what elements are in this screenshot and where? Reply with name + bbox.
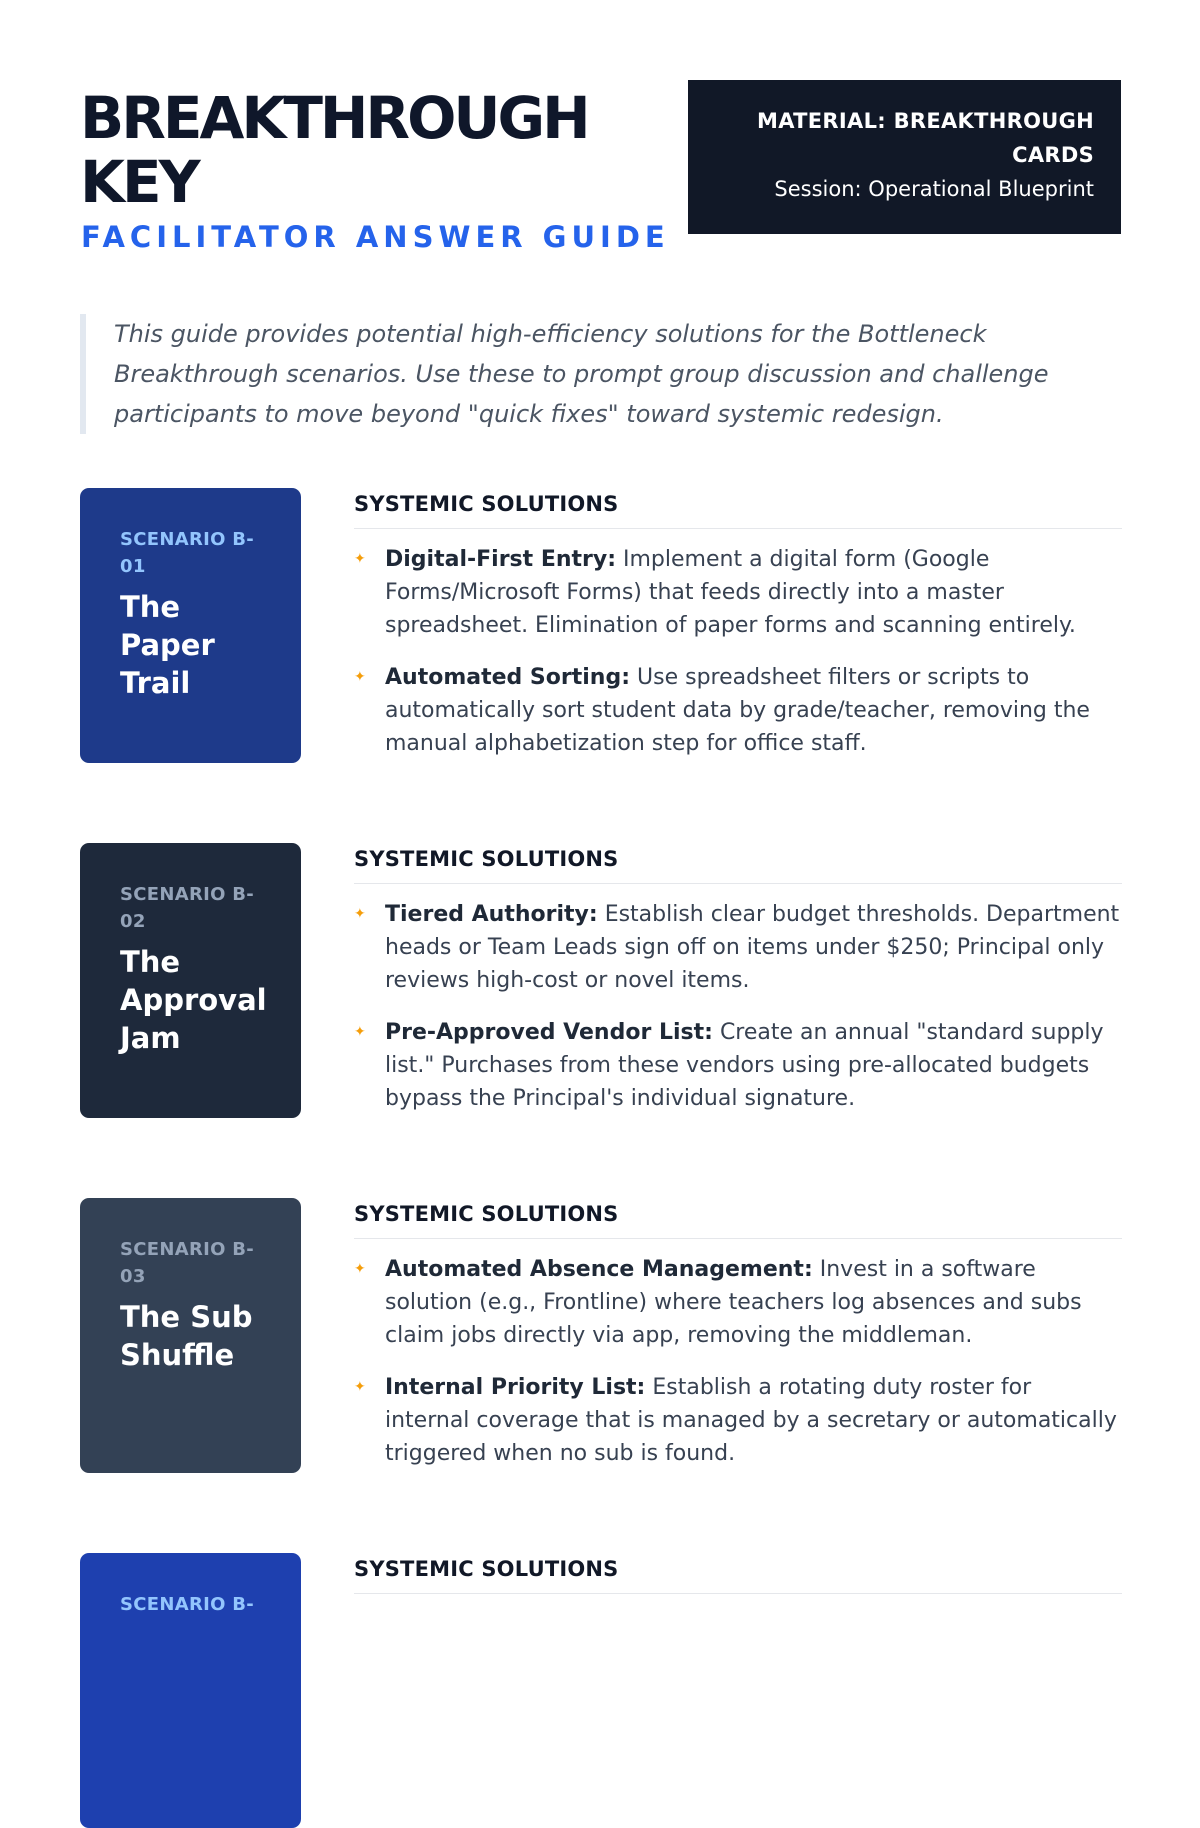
solution-item — [354, 661, 1122, 760]
solution-term: Digital-First Entry: — [385, 547, 617, 572]
scenario-label: SCENARIO B-01 — [120, 529, 255, 577]
diamond-bullet-icon: ✦ — [354, 669, 366, 685]
diamond-bullet-icon: ✦ — [354, 551, 366, 567]
solutions-header: SYSTEMIC SOLUTIONS — [354, 488, 1122, 529]
solution-text: Implement a digital form (Google Forms/Microsoft Forms) that feeds directly into a master spreadsheet. Elimination of paper forms and scanning entirely. — [385, 547, 1076, 638]
scenario-card — [80, 843, 301, 1118]
solutions-panel — [354, 1553, 1122, 1594]
solution-text: Invest in a software solution (e.g., Frontline) where teachers log absences and subs claim jobs directly via app, removing the middleman. — [385, 1257, 1082, 1348]
solution-term: Automated Sorting: — [385, 665, 631, 690]
page-subtitle: FACILITATOR ANSWER GUIDE — [81, 220, 670, 254]
scenario-title: The Approval Jam — [120, 945, 267, 1055]
solutions-list — [354, 1253, 1122, 1470]
solution-item — [354, 1016, 1122, 1115]
session-label: Session: Operational Blueprint — [774, 177, 1094, 201]
diamond-bullet-icon: ✦ — [354, 1379, 366, 1395]
solution-item — [354, 543, 1122, 642]
diamond-bullet-icon: ✦ — [354, 906, 366, 922]
solutions-list — [354, 543, 1122, 760]
solutions-header: SYSTEMIC SOLUTIONS — [354, 843, 1122, 884]
intro-blockquote: This guide provides potential high-efficiency solutions for the Bottleneck Breakthrough scenarios. Use these to prompt group discussion and challenge participants to move beyond "quick fixes" toward systemic redesign. — [80, 314, 1125, 434]
solutions-header: SYSTEMIC SOLUTIONS — [354, 1553, 1122, 1594]
solution-text: Establish a rotating duty roster for internal coverage that is managed by a secretary or automatically triggered when no sub is found. — [385, 1375, 1117, 1466]
solution-term: Automated Absence Management: — [385, 1257, 813, 1282]
material-label: MATERIAL: BREAKTHROUGH CARDS — [757, 109, 1094, 167]
solution-term: Pre-Approved Vendor List: — [385, 1020, 713, 1045]
solution-text: Create an annual "standard supply list." Purchases from these vendors using pre-allocated budgets bypass the Principal's individual signature. — [385, 1020, 1104, 1111]
title-line-1: BREAKTHROUGH — [80, 84, 588, 152]
solutions-panel — [354, 1198, 1122, 1489]
scenario-card — [80, 488, 301, 763]
page-title — [80, 86, 620, 214]
solutions-header: SYSTEMIC SOLUTIONS — [354, 1198, 1122, 1239]
solution-text: Use spreadsheet filters or scripts to automatically sort student data by grade/teacher, removing the manual alphabetization step for office staff. — [385, 665, 1090, 756]
scenario-title: The Paper Trail — [120, 590, 215, 700]
solution-item — [354, 1253, 1122, 1352]
solution-term: Tiered Authority: — [385, 902, 598, 927]
solution-term: Internal Priority List: — [385, 1375, 646, 1400]
scenario-label: SCENARIO B- — [120, 1594, 255, 1615]
scenario-card — [80, 1198, 301, 1473]
solution-item — [354, 898, 1122, 997]
solutions-panel — [354, 488, 1122, 779]
material-info-box — [688, 80, 1121, 234]
solution-text: Establish clear budget thresholds. Department heads or Team Leads sign off on items under $250; Principal only reviews high-cost or novel items. — [385, 902, 1120, 993]
scenario-label: SCENARIO B-03 — [120, 1239, 255, 1287]
diamond-bullet-icon: ✦ — [354, 1261, 366, 1277]
scenario-title: The Sub Shuffle — [120, 1300, 253, 1372]
scenario-label: SCENARIO B-02 — [120, 884, 255, 932]
solutions-panel — [354, 843, 1122, 1134]
solutions-list — [354, 898, 1122, 1115]
title-line-2: KEY — [80, 148, 198, 216]
diamond-bullet-icon: ✦ — [354, 1024, 366, 1040]
solution-item — [354, 1371, 1122, 1470]
scenario-card — [80, 1553, 301, 1828]
